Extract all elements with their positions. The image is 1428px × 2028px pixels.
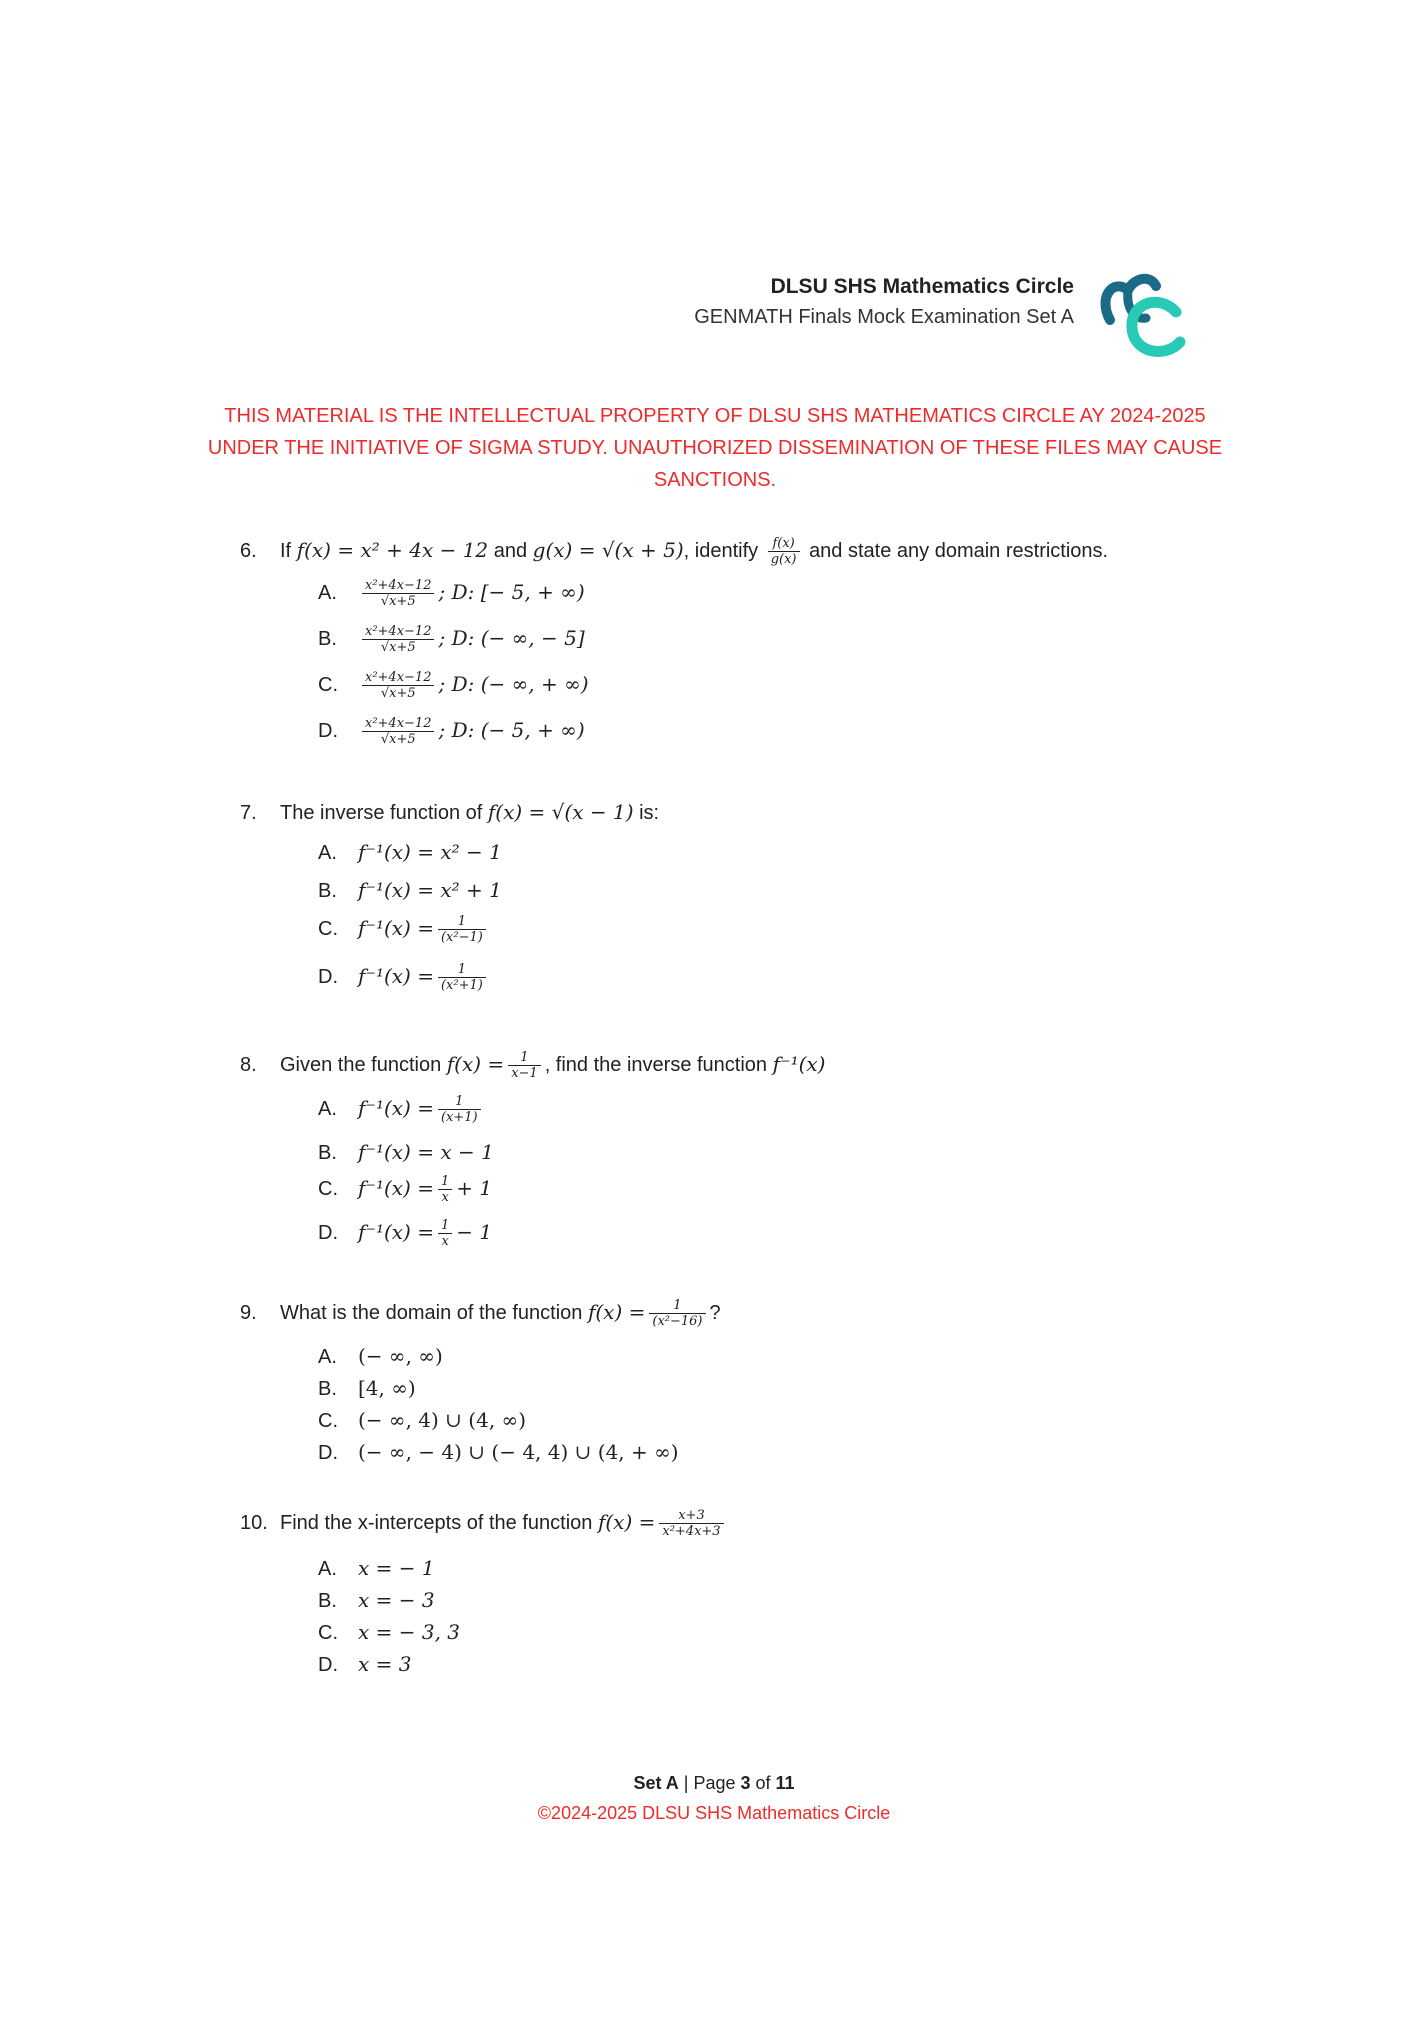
option-letter: C. <box>318 917 338 940</box>
question-number: 6. <box>240 540 257 562</box>
option-c[interactable]: C. $\frac{\text{x²+4x−12}}{√x+5}$ ; D: (− ∞, + ∞) <box>318 670 589 701</box>
stem-text: Find the x-intercepts of the function <box>280 1512 593 1534</box>
math-circle-logo-icon <box>1090 268 1190 368</box>
stem-text: is: <box>639 802 660 824</box>
stem-fraction: $\frac{x+3}{\text{x²+4x+3}}$ <box>659 1508 723 1539</box>
option-a[interactable]: A. $\frac{\text{x²+4x−12}}{√x+5}$ ; D: [− 5, + ∞) <box>318 578 585 609</box>
question-6 <box>240 536 1108 567</box>
question-10 <box>240 1508 728 1539</box>
page-footer <box>0 1768 1428 1828</box>
option-math: (− ∞, − 4) ∪ (− 4, 4) ∪ (4, + ∞) <box>358 1440 679 1464</box>
option-letter: D. <box>318 719 338 742</box>
stem-math: f(x) = x² + 4x − 12 <box>296 538 489 562</box>
option-c[interactable]: C. f⁻¹(x) = $\frac{1}{x}$ + 1 <box>318 1174 493 1205</box>
question-number: 8. <box>240 1054 257 1076</box>
question-number: 10. <box>240 1512 268 1534</box>
option-d[interactable]: D. f⁻¹(x) = $\frac{1}{\text{(x²+1)}}$ <box>318 962 490 993</box>
option-letter: A. <box>318 842 337 864</box>
option-letter: A. <box>318 1346 337 1368</box>
notice-line-1: THIS MATERIAL IS THE INTELLECTUAL PROPERTY OF DLSU SHS MATHEMATICS CIRCLE AY 2024-2025 <box>224 405 1206 427</box>
option-math: ; D: (− ∞, − 5] <box>438 625 585 650</box>
option-letter: C. <box>318 1177 338 1200</box>
stem-fraction: $\frac{1}{\text{(x²−16)}}$ <box>649 1298 705 1329</box>
option-c[interactable] <box>318 1620 460 1645</box>
option-math: f⁻¹(x) = <box>358 963 434 988</box>
stem-math: f(x) = <box>597 1510 656 1534</box>
option-a[interactable]: A. f⁻¹(x) = $\frac{1}{(x+1)}$ <box>318 1094 485 1125</box>
stem-math: f(x) = √(x − 1) <box>487 800 634 824</box>
option-c[interactable] <box>318 1408 526 1433</box>
option-math: f⁻¹(x) = x² − 1 <box>358 840 502 864</box>
org-name: DLSU SHS Mathematics Circle <box>770 275 1074 298</box>
stem-text: Given the function <box>280 1054 442 1076</box>
stem-text: and state any domain restrictions. <box>809 540 1109 562</box>
option-letter: D. <box>318 1442 338 1464</box>
question-7 <box>240 798 659 827</box>
option-math: [4, ∞) <box>358 1376 416 1400</box>
option-math: f⁻¹(x) = x − 1 <box>358 1140 494 1164</box>
stem-math: g(x) = √(x + 5) <box>532 538 684 562</box>
option-math: x = − 3 <box>358 1588 435 1612</box>
option-math: x = 3 <box>358 1652 412 1676</box>
question-number: 9. <box>240 1302 257 1324</box>
option-math: f⁻¹(x) = <box>358 1219 434 1244</box>
stem-text: , find the inverse function <box>544 1054 768 1076</box>
option-letter: B. <box>318 1590 337 1612</box>
stem-fraction: $\frac{1}{x-1}$ <box>508 1050 541 1081</box>
option-d[interactable]: D. f⁻¹(x) = $\frac{1}{x}$ − 1 <box>318 1218 493 1249</box>
option-a[interactable] <box>318 1344 443 1369</box>
option-letter: C. <box>318 1410 338 1432</box>
option-letter: A. <box>318 1097 337 1120</box>
option-math: x = − 1 <box>358 1556 435 1580</box>
page-indicator: Set A | Page 3 of 11 <box>633 1773 795 1793</box>
option-b[interactable] <box>318 1376 416 1401</box>
stem-text: If <box>280 540 292 562</box>
option-letter: B. <box>318 880 337 902</box>
copyright-notice <box>190 400 1240 496</box>
notice-line-2: UNDER THE INITIATIVE OF SIGMA STUDY. UNAUTHORIZED DISSEMINATION OF THESE FILES MAY CAUSE <box>207 437 1223 459</box>
option-letter: B. <box>318 1378 337 1400</box>
option-b[interactable] <box>318 1588 435 1613</box>
option-math: f⁻¹(x) = x² + 1 <box>358 878 502 902</box>
option-math: f⁻¹(x) = <box>358 915 434 940</box>
option-letter: B. <box>318 1142 337 1164</box>
exam-subtitle: GENMATH Finals Mock Examination Set A <box>694 306 1074 328</box>
stem-math: f(x) = <box>587 1300 646 1324</box>
option-math: (− ∞, ∞) <box>358 1344 443 1368</box>
option-b[interactable]: B. $\frac{\text{x²+4x−12}}{√x+5}$ ; D: (− ∞, − 5] <box>318 624 585 655</box>
option-d[interactable] <box>318 1440 679 1465</box>
question-8 <box>240 1050 825 1081</box>
option-b[interactable] <box>318 1140 494 1165</box>
question-9 <box>240 1298 721 1329</box>
option-letter: D. <box>318 1221 338 1244</box>
option-d[interactable]: D. $\frac{\text{x²+4x−12}}{√x+5}$ ; D: (− 5, + ∞) <box>318 716 585 747</box>
stem-fraction: $\frac{f(x)}{g(x)}$ <box>768 536 800 567</box>
option-math: − 1 <box>456 1219 493 1244</box>
option-d[interactable] <box>318 1652 411 1677</box>
notice-line-3: SANCTIONS. <box>653 469 777 491</box>
option-c[interactable]: C. f⁻¹(x) = $\frac{1}{\text{(x²−1)}}$ <box>318 914 490 945</box>
option-a[interactable] <box>318 1556 435 1581</box>
stem-text: , identify <box>683 540 759 562</box>
option-math: ; D: [− 5, + ∞) <box>438 579 585 604</box>
copyright-line: ©2024-2025 DLSU SHS Mathematics Circle <box>537 1803 891 1823</box>
document-header <box>694 272 1074 332</box>
option-math: f⁻¹(x) = <box>358 1175 434 1200</box>
option-letter: D. <box>318 1654 338 1676</box>
question-number: 7. <box>240 802 257 824</box>
stem-math: f⁻¹(x) <box>772 1052 826 1076</box>
option-letter: A. <box>318 581 337 604</box>
stem-text: The inverse function of <box>280 802 483 824</box>
option-math: ; D: (− ∞, + ∞) <box>438 671 589 696</box>
stem-math: f(x) = <box>446 1052 505 1076</box>
option-math: f⁻¹(x) = <box>358 1095 434 1120</box>
option-letter: D. <box>318 965 338 988</box>
stem-text: What is the domain of the function <box>280 1302 583 1324</box>
option-math: ; D: (− 5, + ∞) <box>438 717 585 742</box>
option-letter: B. <box>318 627 337 650</box>
option-math: (− ∞, 4) ∪ (4, ∞) <box>358 1408 526 1432</box>
option-math: + 1 <box>456 1175 493 1200</box>
option-letter: C. <box>318 673 338 696</box>
option-letter: A. <box>318 1558 337 1580</box>
option-a[interactable] <box>318 840 502 865</box>
option-letter: C. <box>318 1622 338 1644</box>
option-b[interactable] <box>318 878 502 903</box>
stem-text: and <box>493 540 528 562</box>
option-math: x = − 3, 3 <box>358 1620 461 1644</box>
stem-text: ? <box>709 1302 721 1324</box>
